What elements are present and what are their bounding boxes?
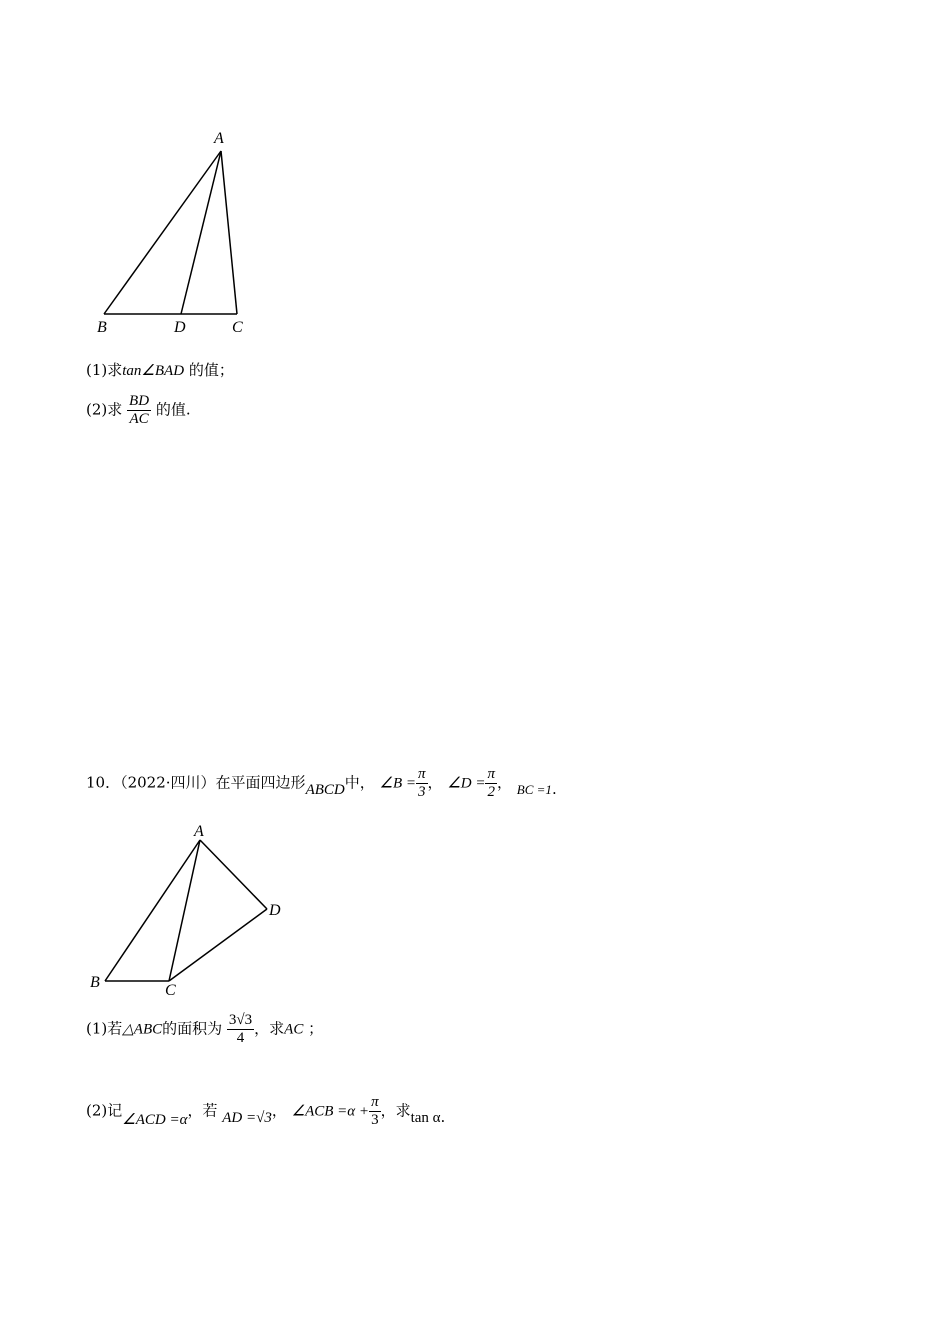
segment-ad xyxy=(181,151,221,314)
q10-part1-area-fraction xyxy=(227,1012,254,1047)
fraction-numerator: π xyxy=(487,766,495,782)
q10-part2-tan: tan α xyxy=(410,1109,441,1126)
segment-ac xyxy=(221,151,237,314)
q10-part1-end: ； xyxy=(308,1019,324,1038)
q10-part2-end: . xyxy=(440,1107,446,1126)
q10-angle-b: ∠B = xyxy=(379,775,417,792)
q10-angle-d: ∠D = xyxy=(447,775,486,792)
q9-part2 xyxy=(86,393,191,428)
vertex-label-d: D xyxy=(174,319,186,336)
q10-stem xyxy=(86,766,557,801)
vertex-label-b: B xyxy=(97,319,107,336)
q10-part2 xyxy=(86,1094,445,1129)
q10-part2-angle: ∠ACD =α xyxy=(122,1111,188,1128)
fraction-numerator: π xyxy=(371,1094,379,1110)
q9-part2-prefix: (2)求 xyxy=(86,400,123,419)
q10-part2-sep1: ，若 xyxy=(187,1101,218,1120)
q10-bc: BC =1 xyxy=(516,781,552,797)
q10-source: （2022·四川） xyxy=(120,773,216,792)
q10-part2-sep3: ，求 xyxy=(380,1101,411,1120)
fraction-denominator: 2 xyxy=(487,784,495,800)
q9-part2-fraction xyxy=(127,393,151,428)
q10-part2-prefix: (2)记 xyxy=(86,1101,123,1120)
q10-angle-b-fraction xyxy=(416,766,428,801)
q10-sep1: ， xyxy=(427,773,443,792)
q9-part1-expr: tan∠BAD xyxy=(122,363,185,379)
q10-part1-target: AC xyxy=(284,1021,304,1038)
fraction-numerator: π xyxy=(418,766,426,782)
q10-angle-d-fraction xyxy=(485,766,497,801)
q10-end: . xyxy=(551,779,557,798)
vertex-label-c: C xyxy=(232,319,243,336)
q10-part1 xyxy=(86,1012,323,1047)
q10-number: 10． xyxy=(86,773,121,792)
q10-part1-triangle: △ABC xyxy=(122,1021,163,1038)
segment-ab xyxy=(105,840,200,981)
q9-part1-suffix: 的值； xyxy=(188,361,234,379)
segment-cd xyxy=(169,909,267,981)
q10-part2-sep2: ， xyxy=(271,1101,287,1120)
fraction-numerator: BD xyxy=(129,393,150,409)
segment-ab xyxy=(104,151,221,314)
q10-part2-ad: AD =√3 xyxy=(222,1109,272,1126)
q9-part1 xyxy=(86,361,234,380)
fraction-denominator: AC xyxy=(129,411,149,427)
q10-part1-mid2: ，求 xyxy=(254,1019,285,1038)
q9-part2-suffix: 的值. xyxy=(155,400,191,419)
quadrilateral-figure-2 xyxy=(85,820,295,1000)
triangle-figure-1 xyxy=(90,125,260,340)
q10-part1-mid: 的面积为 xyxy=(162,1019,223,1038)
q10-quad: ABCD xyxy=(305,781,345,798)
vertex-label-d: D xyxy=(269,902,281,919)
q10-stem-text: 在平面四边形 xyxy=(215,773,306,792)
fraction-denominator: 3 xyxy=(371,1112,379,1128)
q10-sep2: ， xyxy=(497,773,513,792)
q10-part2-acb: ∠ACB =α + xyxy=(291,1103,370,1120)
q10-stem-mid: 中， xyxy=(344,773,375,792)
fraction-numerator: 3√3 xyxy=(228,1012,253,1028)
q10-part1-prefix: (1)若 xyxy=(86,1019,123,1038)
vertex-label-a: A xyxy=(214,130,224,147)
q9-part1-prefix: (1)求 xyxy=(86,361,123,379)
segment-ad xyxy=(200,840,267,909)
segment-ac xyxy=(169,840,200,981)
q10-part2-acb-fraction xyxy=(369,1094,381,1129)
vertex-label-a: A xyxy=(194,823,204,840)
fraction-denominator: 3 xyxy=(418,784,426,800)
fraction-denominator: 4 xyxy=(236,1030,245,1046)
vertex-label-b: B xyxy=(90,974,100,991)
vertex-label-c: C xyxy=(165,982,176,999)
